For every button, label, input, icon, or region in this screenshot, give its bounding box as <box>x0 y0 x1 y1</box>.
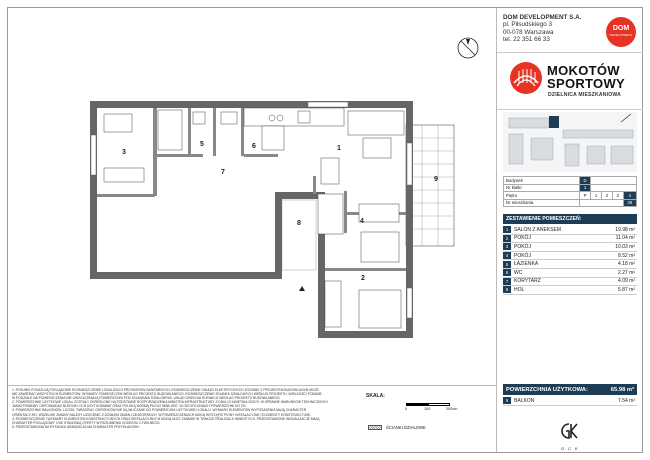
room-area: 4.18 m² <box>618 261 635 268</box>
room-name: ŁAZIENKA <box>514 261 539 268</box>
list-item <box>503 286 637 295</box>
room-area: 19.98 m² <box>615 226 635 233</box>
total-area-label: POWIERZCHNIA UŻYTKOWA: <box>506 386 588 393</box>
room-area: 8.52 m² <box>618 252 635 259</box>
floor-plan-sheet <box>7 7 643 453</box>
hol-zone <box>282 200 316 270</box>
info-cell <box>580 199 624 207</box>
room-area: 2.27 m² <box>618 269 635 276</box>
list-item <box>503 278 637 287</box>
apartment-info-table <box>503 176 637 207</box>
info-label: Nr mieszkania <box>504 199 580 207</box>
room-name: KORYTARZ <box>514 278 541 285</box>
scale-label: SKALA: <box>366 393 385 399</box>
info-cell <box>591 177 637 185</box>
plan-label-2: 2 <box>361 275 365 282</box>
scale-tick: 0 <box>405 407 408 411</box>
entrance-arrow-icon <box>299 286 305 291</box>
note-line: 2. POWIERZCHNIE UŻYTKOWE LOKALI ZOSTAŁY OKREŚLONE NA PODSTAWIE ROZPORZĄDZENIA MINISTRA INFRASTRUKTURY Z DNIA 12 KWIETNIA 2002 R. W SPRAWIE WARUNKÓW TECHNICZNYCH <box>12 400 328 405</box>
north-compass-icon <box>458 38 478 58</box>
room-area: 7.54 m² <box>618 397 635 404</box>
developer-address-1: pl. Piłsudskiego 3 <box>503 21 553 29</box>
scale-tick: 100 <box>424 407 431 411</box>
note-line: NIE ZAWIERAĆ WSZYSTKICH ELEMENTÓW. WYMIARY POMIESZCZEŃ WEDŁUG PROJEKTU BUDOWLANEGO. ROZMIESZCZENIE ŚCIANEK DZIAŁOWYCH WEDŁUG PROJEKTU. WIELKOŚCI PODANE <box>12 392 322 397</box>
plan-label-6: 6 <box>252 143 256 150</box>
developer-address-2: 00-078 Warszawa <box>503 28 554 36</box>
room-area: 10.03 m² <box>615 243 635 250</box>
rooms-list-title: ZESTAWIENIE POMIESZCZEŃ: <box>503 214 637 224</box>
dom-logo <box>606 17 636 47</box>
room-name: HOL <box>514 286 525 293</box>
brand-subtitle: DZIELNICA MIESZKANIOWA <box>548 92 621 98</box>
dom-logo-subtext: DEVELOPMENT <box>609 33 633 37</box>
plan-label-1: 1 <box>337 145 341 152</box>
floor-plan-drawing <box>8 8 496 383</box>
list-item <box>503 252 637 261</box>
room-area: 4.09 m² <box>618 278 635 285</box>
brand-line-2: SPORTOWY <box>547 76 626 91</box>
developer-phone: tel. 22 351 66 33 <box>503 36 550 44</box>
plan-label-9: 9 <box>434 176 438 183</box>
note-line: 4. ROZMIESZCZENIE I WYMIARY ELEMENTÓW KONSTRUKCYJNYCH ORAZ INSTALACYJNYCH MOGĄ ULEC ZMIANIE W TRAKCIE REALIZACJI INWESTYCJI. PRZEDSTAWIONE WIZUALIZACJE MAJĄ <box>12 416 320 421</box>
room-name: SALON Z ANEKSEM <box>514 226 561 233</box>
room-number: 7 <box>503 278 511 285</box>
note-line: 1. RYSUNKI POKAZUJĄ POGLĄDOWE ROZMIESZCZENIE LOKALIZACJI PRZYBORÓW SANITARNYCH, ROZMIESZCZENIE GNIAZD ELEKTRYCZNYCH ZGODNIE Z PROJEKTEM BUDOWLANYM MOŻE <box>12 388 319 392</box>
note-line: ORIENTACYJNY. WSZELKIE ZMIANY NALEŻY UZGODNIĆ Z DZIAŁEM ZMIAN LOKATORSKICH. W POMIESZCZENIACH MOGĄ WYSTĄPIĆ PIONY INSTALACYJNE I ELEMENTY KONSTRUKCYJNE. <box>12 412 311 417</box>
site-map-drawing <box>503 112 637 172</box>
room-number: 9 <box>503 397 511 404</box>
kitchen-counter <box>244 108 344 150</box>
note-line: 3. POWIERZCHNIE BALKONÓW, LOGGII, TARASÓW I OGRÓDKÓW NIE SĄ WLICZANE DO POWIERZCHNI UŻYTKOWEJ LOKALU. WYMIARY ELEMENTÓW WYPOSAŻENIA MAJĄ CHARAKTER <box>12 408 307 413</box>
note-line: 5. PRZEDSTAWIONA NA RYSUNKU ARANŻACJA MA CHARAKTER PRZYKŁADOWY. <box>12 424 140 429</box>
site-map <box>503 112 637 172</box>
room-number: 2 <box>503 235 511 242</box>
room-number: 3 <box>503 243 511 250</box>
table-row <box>504 177 637 185</box>
info-cell: P <box>580 192 591 200</box>
walls-legend-label: ŚCIANKI DZIAŁOWE <box>386 425 426 430</box>
site-map-highlight <box>549 116 559 128</box>
developer-info <box>503 14 581 44</box>
total-area-bar <box>503 384 637 395</box>
brand-line-1: MOKOTÓW <box>547 63 620 78</box>
info-cell: 28 <box>623 199 636 207</box>
walls-legend <box>368 425 426 430</box>
list-item <box>503 235 637 244</box>
table-row <box>504 192 637 200</box>
list-item <box>503 260 637 269</box>
room-name: POKÓJ <box>514 235 531 242</box>
room-number: 8 <box>503 286 511 293</box>
table-row <box>504 184 637 192</box>
scale-bar <box>366 393 494 415</box>
rooms-list <box>503 226 637 295</box>
room-area: 5.87 m² <box>618 286 635 293</box>
info-cell: 2 <box>601 192 612 200</box>
info-cell <box>591 184 637 192</box>
gck-letters: G C K <box>561 446 579 451</box>
list-item <box>503 269 637 278</box>
floor-plan-area <box>8 8 496 383</box>
info-label: Budynek <box>504 177 580 185</box>
info-label: Nr klatki <box>504 184 580 192</box>
plan-label-4: 4 <box>360 218 364 225</box>
room-name: POKÓJ <box>514 243 531 250</box>
room-number: 4 <box>503 252 511 259</box>
scale-segment <box>406 403 428 406</box>
info-cell: 4 <box>623 192 636 200</box>
note-line: W PODZIALE NA POMIESZCZENIA NIE UWZGLĘDNIAJĄ POWIERZCHNI POD ŚCIANKAMI DZIAŁOWYMI. UKŁAD OKIEN NA ELEWACJI WEDŁUG PROJEKTU BUDOWLANEGO. <box>12 396 281 401</box>
info-label: Piętro <box>504 192 580 200</box>
room-name: POKÓJ <box>514 252 531 259</box>
room-area: 11.04 m² <box>615 235 635 242</box>
plan-label-8: 8 <box>297 220 301 227</box>
developer-name: DOM DEVELOPMENT S.A. <box>503 14 582 21</box>
balcony-row <box>503 397 637 406</box>
room-name: WC <box>514 269 523 276</box>
plan-label-3: 3 <box>122 149 126 156</box>
info-cell: 1 <box>580 184 591 192</box>
info-cell: 1 <box>591 192 602 200</box>
brand-logo <box>497 52 643 110</box>
list-item <box>503 243 637 252</box>
list-item <box>503 397 637 406</box>
total-area-value: 65.98 m² <box>610 386 634 393</box>
dom-logo-text: DOM <box>612 25 630 32</box>
room-number: 5 <box>503 261 511 268</box>
scale-segment <box>428 403 450 406</box>
gck-logo <box>559 422 581 450</box>
room-number: 6 <box>503 269 511 276</box>
plan-label-7: 7 <box>221 169 225 176</box>
table-row <box>504 199 637 207</box>
stadium-icon <box>509 61 543 95</box>
info-column <box>496 8 642 452</box>
plan-label-5: 5 <box>200 141 204 148</box>
info-cell: D <box>580 177 591 185</box>
note-line: CHARAKTER POGLĄDOWY I NIE STANOWIĄ OFERTY W ROZUMIENIU KODEKSU CYWILNEGO. <box>12 420 161 425</box>
info-cell: 3 <box>612 192 623 200</box>
note-line: JAKIM POWINNY ODPOWIADAĆ BUDYNKI I ICH USYTUOWANIE ORAZ POLSKĄ NORMĄ PN-ISO 9836:1997. W ODCHYLENIACH POWIERZCHNI DO 2%. <box>12 404 247 409</box>
gck-mark-icon <box>561 422 579 440</box>
balcony-area <box>406 125 454 246</box>
scale-tick: 200cm <box>446 407 458 411</box>
room-name: BALKON <box>514 397 535 404</box>
list-item <box>503 226 637 235</box>
hatch-swatch <box>368 425 382 430</box>
room-number: 1 <box>503 226 511 233</box>
